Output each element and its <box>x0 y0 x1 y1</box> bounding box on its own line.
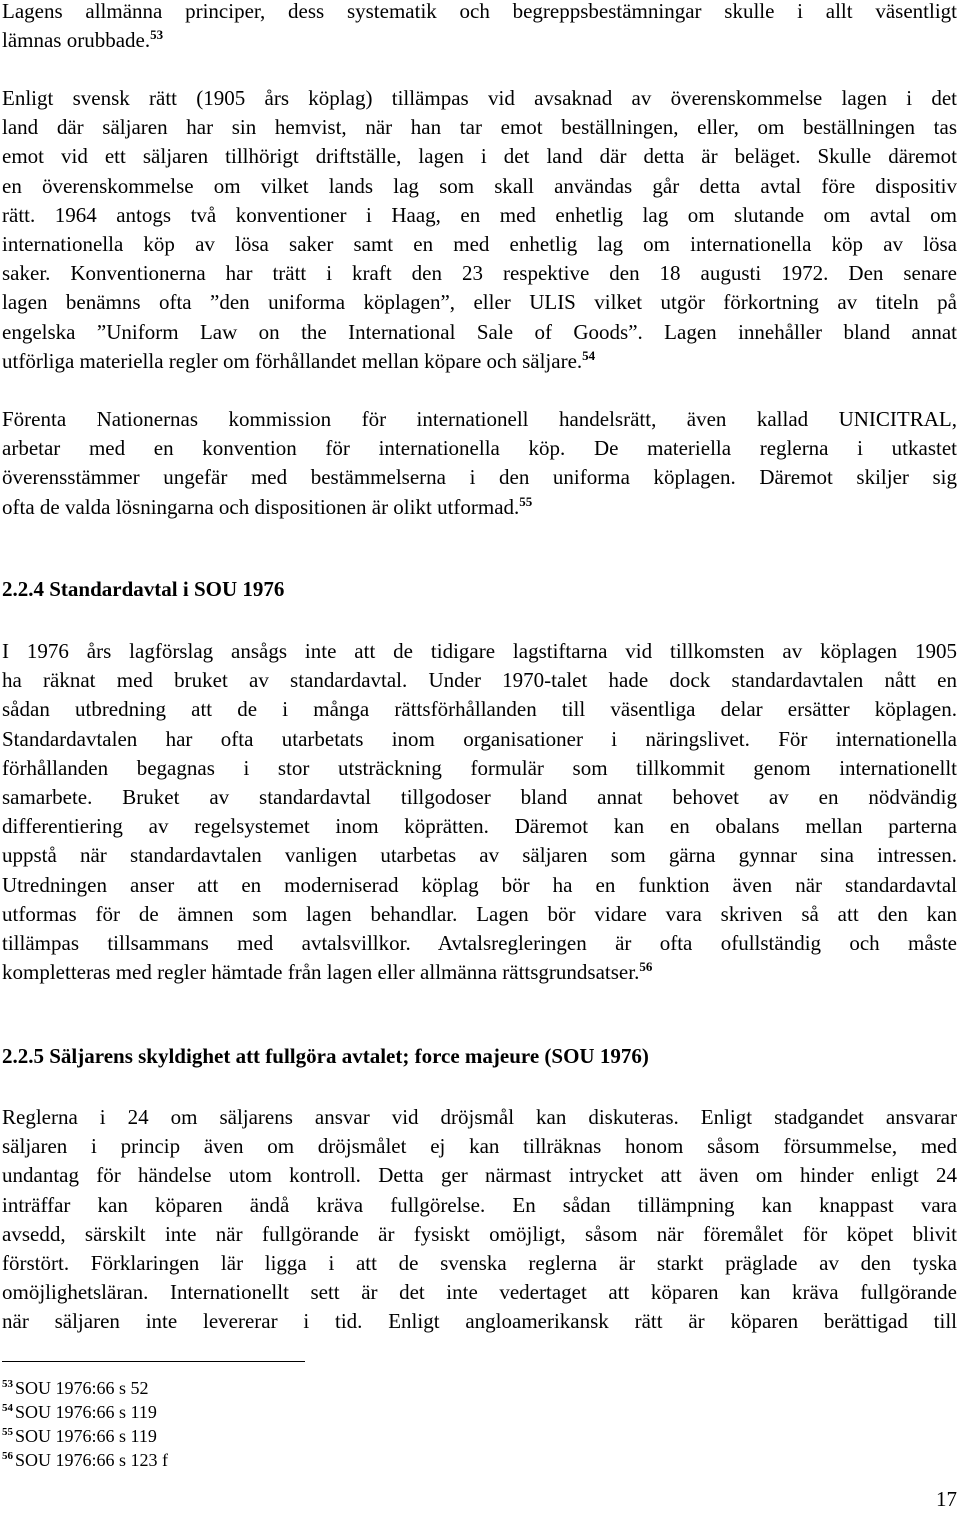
text-line: I 1976 års lagförslag ansågs inte att de tidigare lagstiftarna vid tillkomsten av köplagen 1905 <box>2 639 957 663</box>
paragraph-2 <box>2 84 957 376</box>
footnote-ref-53[interactable]: 53 <box>150 27 164 43</box>
text-line: emot vid ett säljaren tillhörigt driftställe, lagen i det land där detta är beläget. Skulle däremot <box>2 144 957 169</box>
text-line-last <box>2 347 957 376</box>
text-line: rätt. 1964 antogs två konventioner i Haag, en med enhetlig lag om slutande om avtal om <box>2 202 957 227</box>
text-line-last <box>2 958 957 987</box>
text-line: uppstå när standardavtalen vanligen utarbetas av säljaren som gärna gynnar sina intressen. <box>2 843 957 868</box>
text-line: Standardavtalen har ofta utarbetats inom organisationer i näringslivet. För internationella <box>2 726 957 751</box>
section-heading-2-2-5: 2.2.5 Säljarens skyldighet att fullgöra avtalet; force majeure (SOU 1976) <box>2 1044 649 1068</box>
text-line: avsedd, särskilt inte när fullgörande är fysiskt omöjligt, såsom när föremålet för köpet blivit <box>2 1221 957 1246</box>
text-line-content: ofta de valda lösningarna och dispositionen är olikt utformad. <box>2 494 520 519</box>
text-line: land där säljaren har sin hemvist, när han tar emot beställningen, eller, om beställningen tas <box>2 115 957 140</box>
footnote-54 <box>2 1400 168 1424</box>
footnote-text: SOU 1976:66 s 52 <box>15 1378 149 1398</box>
text-line: Förenta Nationernas kommission för internationell handelsrätt, även kallad UNICITRAL, <box>2 407 957 431</box>
footnote-ref-56[interactable]: 56 <box>639 959 653 975</box>
footnote-number: 53 <box>2 1378 13 1390</box>
text-line: utformas för de ämnen som lagen behandlar. Lagen bör vidare vara skriven så att den kan <box>2 901 957 926</box>
paragraph-4 <box>2 637 957 987</box>
text-line: tillämpas tillsammans med avtalsvillkor. Avtalsregleringen är ofta ofullständig och måste <box>2 931 957 956</box>
text-line: Lagens allmänna principer, dess systematik och begreppsbestämningar skulle i allt väsentligt <box>2 0 957 23</box>
text-line: säljaren i princip även om dröjsmålet ej kan tillräknas honom såsom försummelse, med <box>2 1134 957 1159</box>
text-line: en överenskommelse om vilket lands lag som skall användas går detta avtal före dispositiv <box>2 173 957 198</box>
footnote-text: SOU 1976:66 s 119 <box>15 1426 157 1446</box>
text-line: saker. Konventionerna har trätt i kraft den 23 respektive den 18 augusti 1972. Den senare <box>2 261 957 286</box>
paragraph-3 <box>2 405 957 522</box>
text-line: Utredningen anser att en moderniserad köplag bör ha en funktion även när standardavtal <box>2 872 957 897</box>
text-line: Reglerna i 24 om säljarens ansvar vid dröjsmål kan diskuteras. Enligt stadgandet ansvarar <box>2 1105 957 1129</box>
footnote-55 <box>2 1424 168 1448</box>
text-line: differentiering av regelsystemet inom köprätten. Däremot kan en obalans mellan parterna <box>2 814 957 839</box>
footnote-ref-55[interactable]: 55 <box>519 493 533 509</box>
text-line: förhållanden begagnas i stor utsträckning formulär som tillkommit genom internationellt <box>2 755 957 780</box>
text-line: lagen benämns ofta ”den uniforma köplagen”, eller ULIS vilket utgör förkortning av titeln på <box>2 290 957 315</box>
footnote-text: SOU 1976:66 s 119 <box>15 1402 157 1422</box>
footnote-53 <box>2 1376 168 1400</box>
text-line: samarbete. Bruket av standardavtal tillgodoser bland annat behovet av en nödvändig <box>2 785 957 810</box>
footnote-number: 54 <box>2 1402 13 1414</box>
text-line-content: lämnas orubbade. <box>2 28 151 53</box>
text-line: arbetar med en konvention för internationella köp. De materiella reglerna i utkastet <box>2 436 957 461</box>
text-line: när säljaren inte levererar i tid. Enligt angloamerikansk rätt är köparen berättigad till <box>2 1309 957 1334</box>
text-line-content: kompletteras med regler hämtade från lagen eller allmänna rättsgrundsatser. <box>2 960 640 985</box>
text-line-last <box>2 26 957 55</box>
text-line: sådan utbredning att de i många rättsförhållanden till väsentliga delar ersätter köplagen. <box>2 697 957 722</box>
page-number: 17 <box>936 1487 957 1511</box>
text-line: förstört. Förklaringen lär ligga i att de svenska reglerna är starkt präglade av den tyska <box>2 1251 957 1276</box>
text-line: engelska ”Uniform Law on the International Sale of Goods”. Lagen innehåller bland annat <box>2 319 957 344</box>
paragraph-1 <box>2 0 957 55</box>
text-line: överensstämmer ungefär med bestämmelserna i den uniforma köplagen. Däremot skiljer sig <box>2 465 957 490</box>
footnote-list <box>2 1376 168 1472</box>
footnote-ref-54[interactable]: 54 <box>582 347 596 363</box>
text-line-last <box>2 493 957 522</box>
footnote-number: 55 <box>2 1426 13 1438</box>
footnote-text: SOU 1976:66 s 123 f <box>15 1450 169 1470</box>
text-line: undantag för händelse utom kontroll. Detta ger närmast intrycket att även om hinder enligt 24 <box>2 1163 957 1188</box>
paragraph-5 <box>2 1103 957 1337</box>
document-page <box>2 0 957 1515</box>
text-line: Enligt svensk rätt (1905 års köplag) tillämpas vid avsaknad av överenskommelse lagen i det <box>2 86 957 110</box>
footnote-number: 56 <box>2 1450 13 1462</box>
section-heading-2-2-4: 2.2.4 Standardavtal i SOU 1976 <box>2 577 285 601</box>
footnote-56 <box>2 1448 168 1472</box>
text-line: internationella köp av lösa saker samt en med enhetlig lag om internationella köp av lösa <box>2 232 957 257</box>
footnote-separator <box>2 1361 305 1362</box>
text-line-content: utförliga materiella regler om förhållandet mellan köpare och säljare. <box>2 348 583 373</box>
text-line: inträffar kan köparen ändå kräva fullgörelse. En sådan tillämpning kan knappast vara <box>2 1192 957 1217</box>
text-line: omöjlighetsläran. Internationellt sett är det inte vedertaget att köparen kan kräva fullgörande <box>2 1280 957 1305</box>
text-line: ha räknat med bruket av standardavtal. Under 1970-talet hade dock standardavtalen nått en <box>2 668 957 693</box>
